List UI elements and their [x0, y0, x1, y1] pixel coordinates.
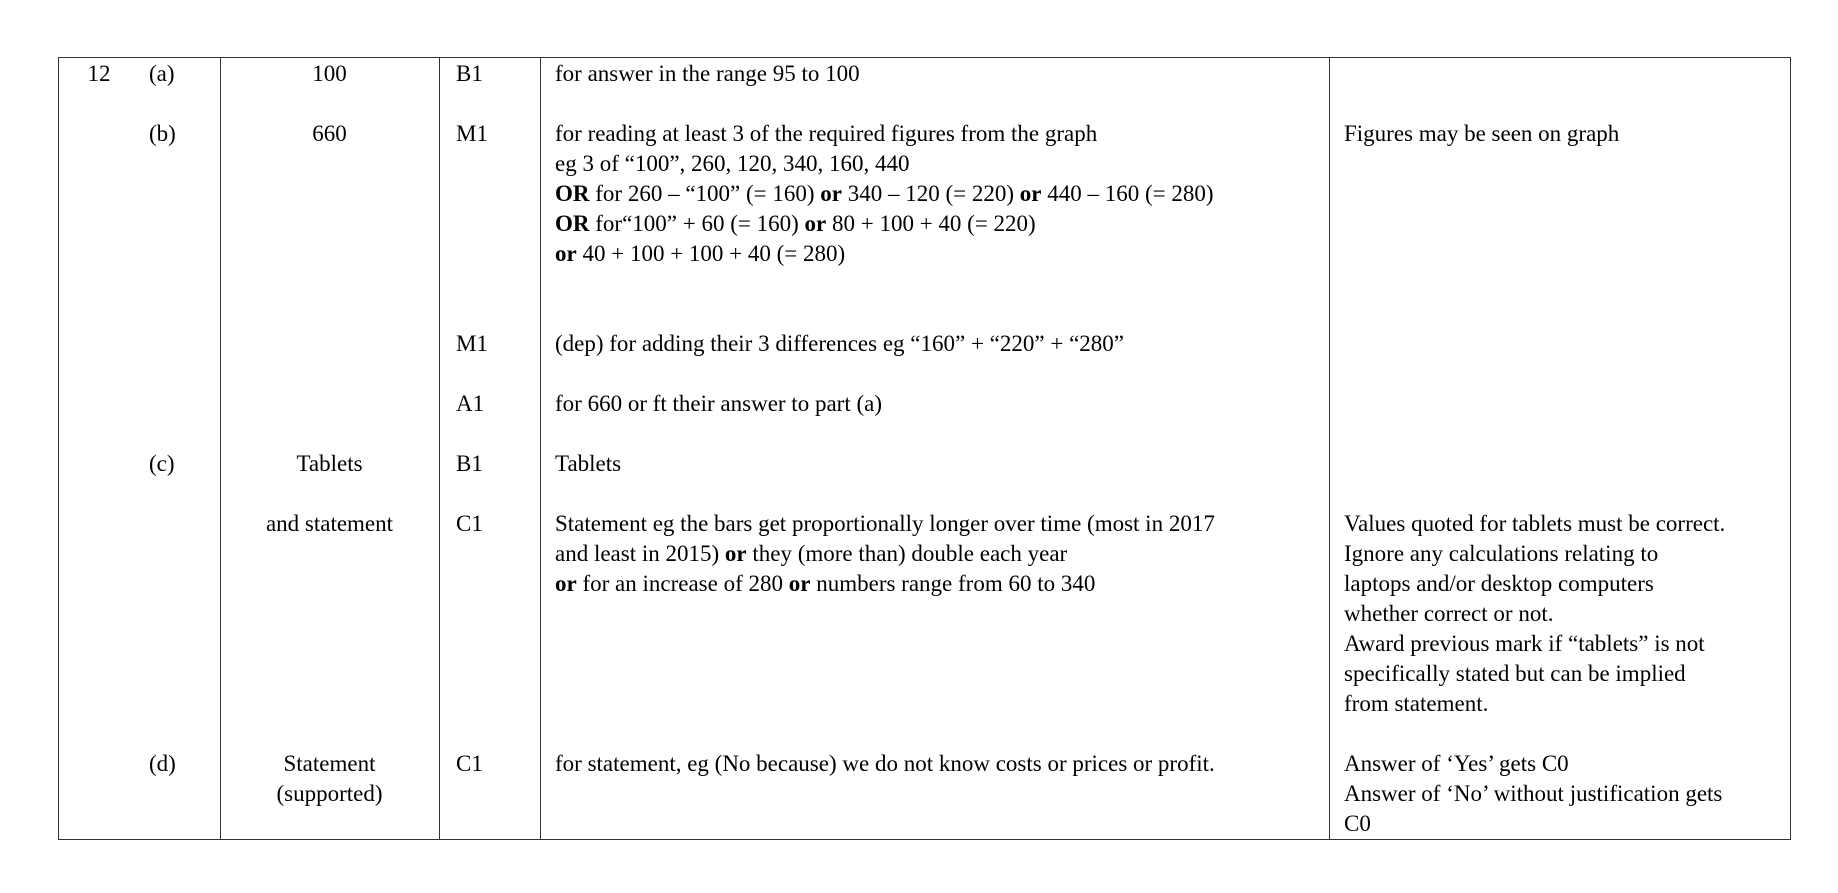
guidance-line [555, 509, 1215, 539]
guidance-text: for reading at least 3 of the required figures from the graph [555, 121, 1098, 146]
mark-code: A1 [456, 391, 485, 416]
answer-text: 100 [312, 61, 347, 86]
emphasis-keyword: or [555, 571, 577, 596]
additional-guidance-line: Values quoted for tablets must be correct. [1344, 511, 1726, 536]
additional-guidance-line: Award previous mark if “tablets” is not [1344, 631, 1705, 656]
additional-guidance-line: Ignore any calculations relating to [1344, 541, 1659, 566]
guidance-text: 40 + 100 + 100 + 40 (= 280) [576, 241, 846, 266]
guidance-line [555, 389, 882, 419]
guidance-line [555, 329, 1124, 359]
guidance-line [555, 119, 1097, 149]
guidance-text: Statement eg the bars get proportionally longer over time (most in 2017 [555, 511, 1215, 536]
guidance-text: for an increase of 280 [576, 571, 789, 596]
answer-text: 660 [312, 121, 347, 146]
answer-text: (supported) [276, 781, 383, 806]
guidance-text: numbers range from 60 to 340 [810, 571, 1096, 596]
guidance-text: Tablets [555, 451, 622, 476]
column-divider [1329, 58, 1330, 839]
part-label: (b) [149, 121, 176, 146]
guidance-text: for 260 – “100” (= 160) [589, 181, 821, 206]
additional-guidance-line: from statement. [1344, 691, 1489, 716]
emphasis-keyword: OR [555, 181, 590, 206]
mark-code: B1 [456, 451, 483, 476]
additional-guidance-line: specifically stated but can be implied [1344, 661, 1686, 686]
guidance-text: eg 3 of “100”, 260, 120, 340, 160, 440 [555, 151, 910, 176]
emphasis-keyword: or [1019, 181, 1042, 206]
part-label: (a) [149, 61, 175, 86]
additional-guidance-line: C0 [1344, 811, 1371, 836]
mark-code: M1 [456, 121, 488, 146]
guidance-line [555, 209, 1036, 239]
answer-text: Tablets [296, 451, 363, 476]
guidance-text: for 660 or ft their answer to part (a) [555, 391, 882, 416]
guidance-text: for“100” + 60 (= 160) [589, 211, 805, 236]
emphasis-keyword: or [820, 181, 842, 206]
question-number: 12 [87, 61, 111, 86]
column-divider [439, 58, 440, 839]
guidance-line [555, 149, 910, 179]
guidance-line [555, 449, 621, 479]
guidance-line [555, 59, 860, 89]
emphasis-keyword: or [555, 241, 577, 266]
mark-code: B1 [456, 61, 483, 86]
additional-guidance-line: Figures may be seen on graph [1344, 121, 1620, 146]
part-label: (d) [149, 751, 176, 776]
emphasis-keyword: or [724, 541, 747, 566]
additional-guidance-line: Answer of ‘Yes’ gets C0 [1344, 751, 1569, 776]
guidance-text: they (more than) double each year [746, 541, 1068, 566]
guidance-line [555, 539, 1067, 569]
additional-guidance-line: whether correct or not. [1344, 601, 1554, 626]
emphasis-keyword: or [788, 571, 811, 596]
emphasis-keyword: or [804, 211, 827, 236]
guidance-text: (dep) for adding their 3 differences eg “160” + “220” + “280” [555, 331, 1124, 356]
part-label: (c) [149, 451, 175, 476]
mark-code: M1 [456, 331, 488, 356]
guidance-line [555, 569, 1095, 599]
answer-text: Statement [283, 751, 376, 776]
mark-scheme-table [58, 57, 1791, 840]
emphasis-keyword: OR [555, 211, 590, 236]
guidance-line [555, 749, 1215, 779]
guidance-text: for answer in the range 95 to 100 [555, 61, 860, 86]
additional-guidance-line: laptops and/or desktop computers [1344, 571, 1654, 596]
additional-guidance-line: Answer of ‘No’ without justification gets [1344, 781, 1723, 806]
guidance-line [555, 239, 845, 269]
guidance-text: 340 – 120 (= 220) [842, 181, 1020, 206]
guidance-text: 80 + 100 + 40 (= 220) [826, 211, 1036, 236]
mark-code: C1 [456, 751, 483, 776]
answer-text: and statement [265, 511, 394, 536]
guidance-text: 440 – 160 (= 280) [1041, 181, 1214, 206]
column-divider [540, 58, 541, 839]
guidance-text: and least in 2015) [555, 541, 725, 566]
guidance-line [555, 179, 1214, 209]
mark-code: C1 [456, 511, 483, 536]
guidance-text: for statement, eg (No because) we do not know costs or prices or profit. [555, 751, 1215, 776]
